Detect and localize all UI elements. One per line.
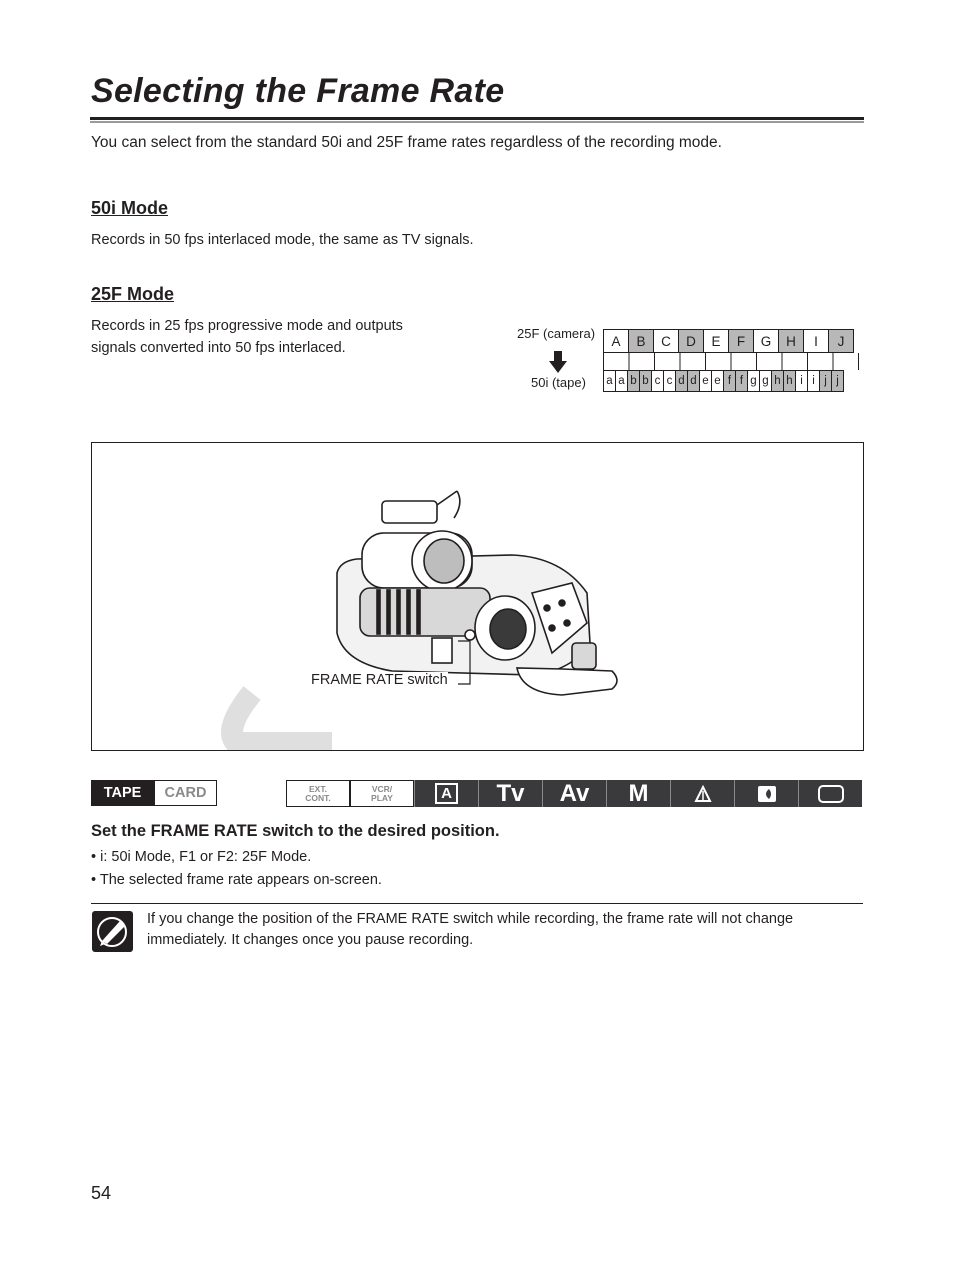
tape-field-cell: j	[820, 371, 832, 392]
mode-night	[734, 780, 798, 807]
mode-ext-cont	[286, 780, 350, 807]
tape-field-cell: h	[772, 371, 784, 392]
camera-frame-cell: A	[604, 330, 629, 353]
mode-tv	[478, 780, 542, 807]
frame-table	[603, 329, 854, 353]
camera-frame-cell: G	[754, 330, 779, 353]
mode-blank	[798, 780, 862, 807]
title-divider-shadow	[90, 121, 864, 123]
camera-frame-cell: F	[729, 330, 754, 353]
mode-m-label: M	[628, 779, 649, 807]
frame-diagram	[603, 329, 858, 392]
tape-field-cell: e	[712, 371, 724, 392]
heading-50i-mode: 50i Mode	[91, 198, 169, 218]
camera-frames-label: 25F (camera)	[517, 326, 596, 341]
text-50i-mode: Records in 50 fps interlaced mode, the same as TV signals.	[91, 232, 474, 248]
tape-fields-label: 50i (tape)	[531, 375, 586, 390]
mode-tape-badge: TAPE	[91, 780, 154, 806]
tape-field-cell: i	[808, 371, 820, 392]
mode-play-label: PLAY	[371, 792, 393, 803]
mode-tv-label: Tv	[496, 779, 525, 807]
camera-frame-cell: I	[804, 330, 829, 353]
mode-spotlight	[670, 780, 734, 807]
bullet-list	[91, 846, 382, 892]
text-25f-line1: Records in 25 fps progressive mode and outputs	[91, 318, 403, 334]
tape-field-cell: g	[760, 371, 772, 392]
title-divider	[90, 117, 864, 120]
tape-field-cell: d	[688, 371, 700, 392]
tape-field-cell: j	[832, 371, 844, 392]
mode-auto-icon: A	[435, 783, 458, 804]
tape-field-cell: h	[784, 371, 796, 392]
camera-frame-cell: H	[779, 330, 804, 353]
page-number: 54	[91, 1183, 112, 1203]
intro-text: You can select from the standard 50i and 25F frame rates regardless of the recording mode.	[91, 134, 722, 151]
mode-cont-label: CONT.	[305, 792, 331, 803]
mode-auto	[414, 780, 478, 807]
bullet-item: • i: 50i Mode, F1 or F2: 25F Mode.	[91, 846, 382, 869]
camera-figure	[91, 442, 864, 751]
blank-frame-icon	[817, 784, 845, 804]
mode-m	[606, 780, 670, 807]
tape-field-cell: a	[604, 371, 616, 392]
mode-av	[542, 780, 606, 807]
tape-field-cell: b	[640, 371, 652, 392]
frame-connector-lines	[603, 353, 858, 370]
camera-frame-cell: J	[829, 330, 854, 353]
tape-field-cell: c	[652, 371, 664, 392]
note-divider	[91, 903, 863, 904]
field-table	[603, 370, 844, 392]
mode-card-badge: CARD	[154, 780, 217, 806]
night-icon	[757, 785, 777, 803]
note-text: If you change the position of the FRAME RATE switch while recording, the frame rate will not change immediately. It changes once you pause recording.	[147, 911, 794, 948]
tape-field-cell: e	[700, 371, 712, 392]
tape-field-cell: a	[616, 371, 628, 392]
tape-field-cell: c	[664, 371, 676, 392]
step-heading: Set the FRAME RATE switch to the desired position.	[91, 822, 500, 840]
copy-watermark	[232, 693, 332, 750]
page-title: Selecting the Frame Rate	[91, 72, 505, 110]
text-25f-mode	[91, 315, 403, 359]
tape-field-cell: b	[628, 371, 640, 392]
tape-field-cell: d	[676, 371, 688, 392]
camera-frame-cell: C	[654, 330, 679, 353]
bullet-item: • The selected frame rate appears on-screen.	[91, 869, 382, 892]
recording-mode-strip	[286, 780, 863, 807]
mode-vcr-play	[350, 780, 414, 807]
text-25f-line2: signals converted into 50 fps interlaced.	[91, 340, 346, 356]
camera-frame-cell: E	[704, 330, 729, 353]
camera-frame-cell: D	[679, 330, 704, 353]
tape-field-cell: f	[724, 371, 736, 392]
spotlight-icon	[693, 785, 713, 803]
tape-field-cell: g	[748, 371, 760, 392]
tape-field-cell: f	[736, 371, 748, 392]
frame-rate-switch-callout: FRAME RATE switch	[311, 672, 448, 688]
down-arrow-icon	[549, 351, 567, 378]
mode-av-label: Av	[559, 779, 590, 807]
camera-frame-cell: B	[629, 330, 654, 353]
camcorder-illustration	[92, 443, 863, 750]
tape-field-cell: i	[796, 371, 808, 392]
heading-25f-mode: 25F Mode	[91, 284, 175, 304]
mode-vcr-label: VCR/	[371, 783, 393, 794]
note-pencil-icon	[92, 911, 133, 952]
mode-ext-label: EXT.	[309, 783, 327, 794]
